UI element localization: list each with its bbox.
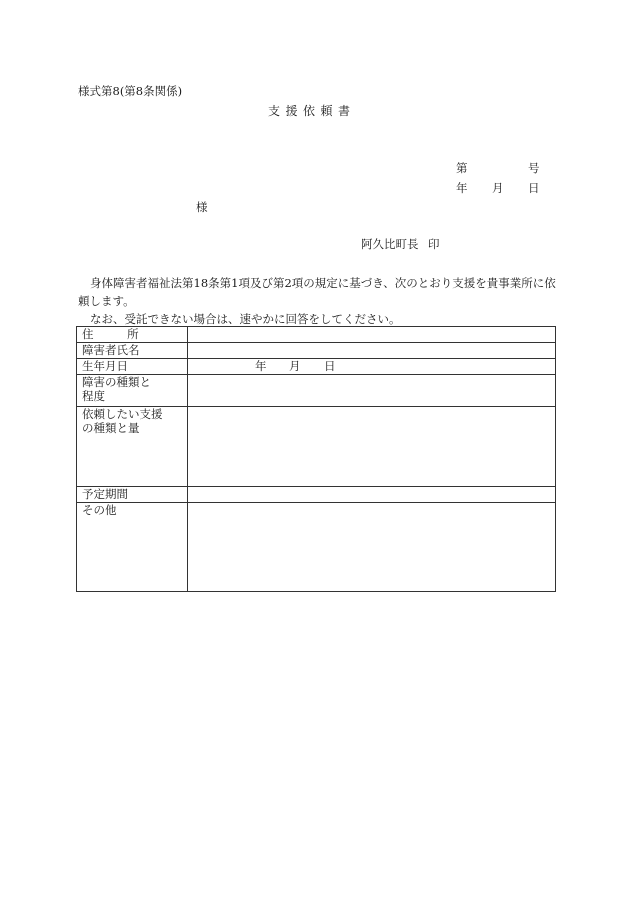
sender-seal: 印 <box>428 237 440 251</box>
support-row <box>77 407 556 487</box>
notice-paragraph: なお、受託できない場合は、速やかに回答をしてください。 <box>90 312 401 326</box>
other-row <box>77 503 556 592</box>
name-value[interactable] <box>188 343 556 359</box>
request-form-table <box>76 326 556 592</box>
reference-number-prefix: 第 <box>456 161 468 175</box>
other-label: その他 <box>77 503 188 592</box>
reference-number-suffix: 号 <box>528 161 540 175</box>
date-year: 年 <box>456 181 468 195</box>
birthdate-year: 年 <box>255 359 267 373</box>
other-value[interactable] <box>188 503 556 592</box>
period-label: 予定期間 <box>77 487 188 503</box>
sender-name: 阿久比町長 <box>361 237 419 251</box>
name-label: 障害者氏名 <box>77 343 188 359</box>
date-day: 日 <box>528 181 540 195</box>
request-paragraph: 身体障害者福祉法第18条第1項及び第2項の規定に基づき、次のとおり支援を貴事業所に依頼します。 <box>78 276 556 308</box>
birthdate-value[interactable] <box>188 359 556 375</box>
disability-value[interactable] <box>188 375 556 407</box>
disability-row <box>77 375 556 407</box>
birthdate-month: 月 <box>289 359 301 373</box>
date-month: 月 <box>492 181 504 195</box>
address-label <box>77 327 188 343</box>
document-title: 支援依頼書 <box>268 104 356 118</box>
form-number: 様式第8(第8条関係) <box>78 84 183 98</box>
support-label <box>77 407 188 487</box>
address-row <box>77 327 556 343</box>
disability-label <box>77 375 188 407</box>
birthdate-day: 日 <box>324 359 336 373</box>
address-label-part1: 住 <box>82 327 94 341</box>
period-row <box>77 487 556 503</box>
support-label-line1: 依頼したい支援 <box>82 407 163 421</box>
disability-label-line2: 程度 <box>82 389 105 403</box>
disability-label-line1: 障害の種類と <box>82 375 151 389</box>
address-value[interactable] <box>188 327 556 343</box>
birthdate-row <box>77 359 556 375</box>
period-value[interactable] <box>188 487 556 503</box>
addressee-suffix: 様 <box>196 200 208 214</box>
address-label-part2: 所 <box>127 327 139 341</box>
birthdate-label: 生年月日 <box>77 359 188 375</box>
name-row <box>77 343 556 359</box>
support-value[interactable] <box>188 407 556 487</box>
support-label-line2: の種類と量 <box>82 421 140 435</box>
